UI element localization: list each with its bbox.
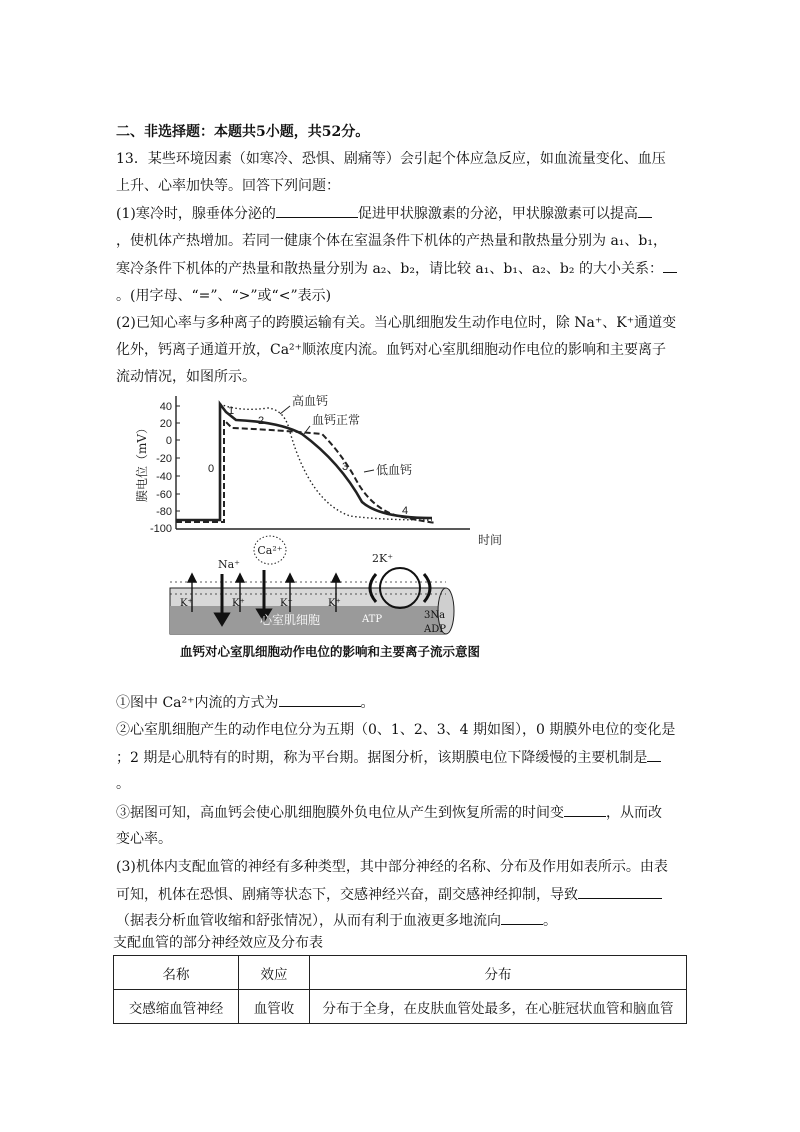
part2-line1: (2)已知心率与多种离子的跨膜运输有关。当心肌细胞发生动作电位时，除 Na⁺、K⁺通道变 xyxy=(116,315,677,331)
answer-blank[interactable] xyxy=(564,802,606,817)
answer-blank[interactable] xyxy=(647,747,661,762)
part3-line1: (3)机体内支配血管的神经有多种类型，其中部分神经的名称、分布及作用如表所示。由表 xyxy=(116,859,668,875)
table-header-cell: 名称 xyxy=(114,956,239,990)
subq2-line3: 。 xyxy=(116,776,130,792)
subq2-line2 xyxy=(116,747,661,768)
ion-k-label: K⁺ xyxy=(232,598,245,609)
part1-line3-text: 寒冷条件下机体的产热量和散热量分别为 a₂、b₂，请比较 a₁、b₁、a₂、b₂ 的大小关系： xyxy=(116,261,663,277)
table-row xyxy=(114,990,687,1024)
ion-3na-label: 3Na xyxy=(424,610,446,621)
ion-na-label: Na⁺ xyxy=(218,558,240,571)
y-tick-label: -80 xyxy=(156,506,172,518)
ion-k-label: K⁺ xyxy=(280,598,293,609)
ion-k-label: K⁺ xyxy=(328,598,341,609)
cell-label: 心室肌细胞 xyxy=(259,613,321,627)
y-tick-label: -40 xyxy=(156,471,172,483)
y-tick-label: -60 xyxy=(156,489,172,501)
y-tick-label: 0 xyxy=(165,435,172,447)
subq2-line2-text: ；2 期是心肌特有的时期，称为平台期。据图分析，该期膜电位下降缓慢的主要机制是 xyxy=(116,750,648,766)
table-title: 支配血管的部分神经效应及分布表 xyxy=(113,935,323,951)
subq3-line1-text-a: ③据图可知，高血钙会使心肌细胞膜外负电位从产生到恢复所需的时间变 xyxy=(116,805,564,821)
figure-caption: 血钙对心室肌细胞动作电位的影响和主要离子流示意图 xyxy=(179,644,481,659)
callout-line xyxy=(280,406,290,414)
nerve-table xyxy=(113,955,687,1024)
part1-line2: ，使机体产热增加。若同一健康个体在室温条件下机体的产热量和散热量分别为 a₁、b₁， xyxy=(116,233,667,249)
action-potential-figure xyxy=(135,392,520,664)
q13-intro-line1: 13．某些环境因素（如寒冷、恐惧、剧痛等）会引起个体应急反应，如血流量变化、血压 xyxy=(116,151,666,167)
ion-k-label: K⁺ xyxy=(180,598,193,609)
normal-calcium-curve xyxy=(176,404,432,520)
y-axis-label: 膜电位（mV） xyxy=(135,421,149,503)
part3-line3 xyxy=(116,910,557,931)
ion-ca-label: Ca²⁺ xyxy=(257,544,283,557)
answer-blank[interactable] xyxy=(578,884,662,899)
part1-line4: 。(用字母、“=”、“>”或“<”表示) xyxy=(116,288,332,304)
phase-label: 3 xyxy=(342,461,349,473)
part2-line3: 流动情况，如图所示。 xyxy=(116,369,256,385)
phase-label: 1 xyxy=(228,405,235,417)
q13-intro-line2: 上升、心率加快等。回答下列问题： xyxy=(116,178,340,194)
part3-line3-text: （据表分析血管收缩和舒张情况），从而有利于血液更多地流向 xyxy=(116,913,501,929)
ion-2k-label: 2K⁺ xyxy=(372,552,394,565)
subq3-line2: 变心率。 xyxy=(116,831,172,847)
subq3-line1 xyxy=(116,802,662,823)
phase-label: 4 xyxy=(402,505,409,517)
part2-line2: 化外，钙离子通道开放，Ca²⁺顺浓度内流。血钙对心室肌细胞动作电位的影响和主要离子 xyxy=(116,342,667,358)
part3-line2 xyxy=(116,884,662,905)
part1-line3 xyxy=(116,258,677,279)
subq1-text: ①图中 Ca²⁺内流的方式为 xyxy=(116,695,279,711)
part3-line2-text: 可知，机体在恐惧、剧痛等状态下，交感神经兴奋，副交感神经抑制，导致 xyxy=(116,887,578,903)
legend-high-calcium: 高血钙 xyxy=(292,394,329,408)
adp-label: ADP xyxy=(424,624,446,635)
y-tick-label: -100 xyxy=(149,523,172,535)
subq3-line1-text-b: ，从而改 xyxy=(606,805,662,821)
subq2-line1: ②心室肌细胞产生的动作电位分为五期（0、1、2、3、4 期如图），0 期膜外电位的变化是 xyxy=(116,722,676,738)
table-header-row xyxy=(114,956,687,990)
table-header-cell: 分布 xyxy=(310,956,687,990)
answer-blank[interactable] xyxy=(276,203,358,218)
table-cell: 分布于全身，在皮肤血管处最多，在心脏冠状血管和脑血管 xyxy=(310,990,687,1024)
atp-label: ATP xyxy=(362,614,383,625)
subq1 xyxy=(116,692,375,713)
part1-line1-text-a: (1)寒冷时，腺垂体分泌的 xyxy=(116,206,276,222)
y-tick-label: 40 xyxy=(159,401,172,413)
figure-svg xyxy=(135,392,520,664)
subq1-end: 。 xyxy=(360,695,375,711)
section-heading: 二、非选择题：本题共5小题，共52分。 xyxy=(116,124,370,140)
callout-line xyxy=(364,470,374,472)
table-cell: 交感缩血管神经 xyxy=(114,990,239,1024)
table-cell: 血管收 xyxy=(239,990,310,1024)
y-tick-label: -20 xyxy=(156,453,172,465)
answer-blank[interactable] xyxy=(279,692,361,707)
legend-low-calcium: 低血钙 xyxy=(376,463,413,477)
table-header-cell: 效应 xyxy=(239,956,310,990)
part1-line1-text-b: 促进甲状腺激素的分泌，甲状腺激素可以提高 xyxy=(357,206,638,222)
part3-line3-end: 。 xyxy=(543,913,557,929)
answer-blank[interactable] xyxy=(663,258,677,273)
legend-normal-calcium: 血钙正常 xyxy=(312,413,361,427)
phase-label: 2 xyxy=(258,415,265,427)
answer-blank[interactable] xyxy=(638,203,652,218)
x-axis-label: 时间 xyxy=(478,533,503,547)
y-tick-label: 20 xyxy=(159,418,172,430)
phase-label: 0 xyxy=(208,463,215,475)
answer-blank[interactable] xyxy=(501,910,543,925)
part1-line1 xyxy=(116,203,652,224)
